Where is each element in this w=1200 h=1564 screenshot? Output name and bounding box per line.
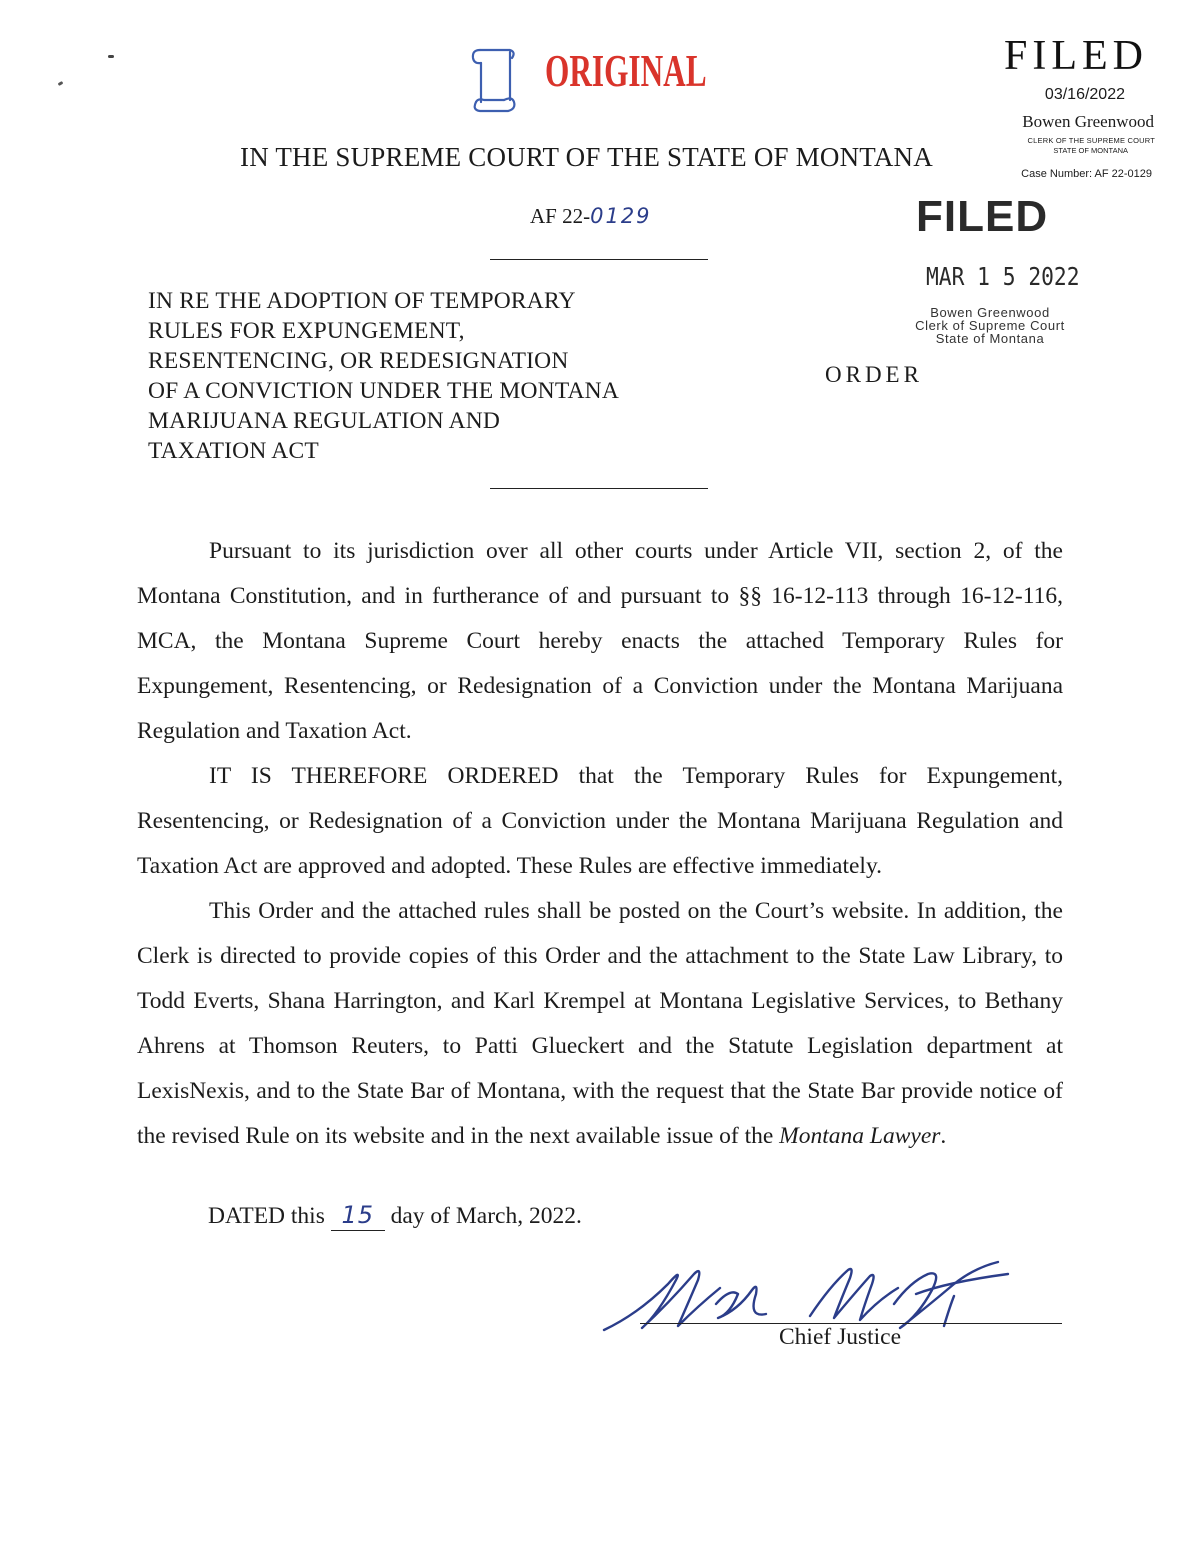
paragraph-jurisdiction: Pursuant to its jurisdiction over all other courts under Article VII, section 2, of the Montana Constitution, and in furtherance of and pursuant to §§ 16-12-113 through 16-12-116, MCA, the Montana Supreme Court hereby enacts the attached Temporary Rules for Expungement, Resentencing, or Redesignation of a Conviction under the Montana Marijuana Regulation and Taxation Act. [137, 538, 1063, 744]
efile-clerk-name: Bowen Greenwood [1022, 112, 1154, 131]
dated-prefix: DATED this [208, 1203, 331, 1229]
filed-stamp-label: FILED [916, 192, 1049, 241]
caption-line: RULES FOR EXPUNGEMENT, [148, 318, 465, 344]
filed-stamp-clerk-line: Bowen Greenwood [930, 305, 1050, 320]
court-title: IN THE SUPREME COURT OF THE STATE OF MONTANA [240, 142, 933, 172]
dated-line [208, 1201, 582, 1231]
paragraph-distribution-text: This Order and the attached rules shall be posted on the Court’s website. In addition, the Clerk is directed to provide copies of this Order and the attachment to the State Law Library, to Todd Everts, Shana Harrington, and Karl Krempel at Montana Legislative Services, to Bethany Ahrens at Thomson Reuters, to Patti Glueckert and the Statute Legislation department at LexisNexis, and to the State Bar of Montana, with the request that the State Bar provide notice of the revised Rule on its website and in the next available issue of the [137, 898, 1063, 1149]
filed-stamp-date: MAR 1 5 2022 [926, 262, 1080, 291]
efile-date: 03/16/2022 [1044, 86, 1125, 103]
docket-number [530, 204, 652, 229]
caption-divider-top [490, 259, 708, 260]
caption-line: RESENTENCING, OR REDESIGNATION [148, 348, 569, 374]
dated-day-handwritten: 15 [341, 1201, 374, 1229]
caption-divider-bottom [490, 488, 708, 489]
scan-speck [108, 55, 114, 58]
efile-clerk-title: CLERK OF THE SUPREME COURT [1027, 136, 1155, 145]
paragraph-distribution-end: . [940, 1123, 947, 1149]
caption-line: IN RE THE ADOPTION OF TEMPORARY [148, 288, 576, 314]
docket-prefix: AF 22- [530, 204, 591, 228]
paragraph-distribution [137, 889, 1063, 1159]
case-caption [148, 286, 619, 466]
caption-line: OF A CONVICTION UNDER THE MONTANA [148, 378, 620, 404]
signature-title: Chief Justice [779, 1324, 902, 1350]
filed-stamp-clerk-line: Clerk of Supreme Court [915, 318, 1065, 333]
caption-line: MARIJUANA REGULATION AND [148, 408, 501, 434]
caption-line: TAXATION ACT [148, 438, 319, 464]
filed-stamp-clerk [880, 306, 1100, 345]
order-body [137, 529, 1063, 1159]
dated-suffix: day of March, 2022. [384, 1203, 582, 1229]
docket-handwritten: 0129 [590, 204, 652, 228]
efile-clerk-state: STATE OF MONTANA [1053, 146, 1128, 155]
order-heading: ORDER [825, 362, 923, 387]
efile-filed-label: FILED [1004, 33, 1148, 79]
dated-day-blank [331, 1201, 385, 1231]
publication-title: Montana Lawyer [779, 1123, 941, 1149]
filed-stamp-clerk-line: State of Montana [935, 331, 1045, 346]
original-stamp: ORIGINAL [545, 45, 707, 96]
paragraph-ordered: IT IS THEREFORE ORDERED that the Temporary Rules for Expungement, Resentencing, or Redesignation of a Conviction under the Montana Marijuana Regulation and Taxation Act are approved and adopted. These Rules are effective immediately. [137, 763, 1063, 879]
scan-speck [58, 81, 64, 86]
scroll-icon [468, 44, 520, 116]
efile-case-number: Case Number: AF 22-0129 [1021, 168, 1152, 180]
